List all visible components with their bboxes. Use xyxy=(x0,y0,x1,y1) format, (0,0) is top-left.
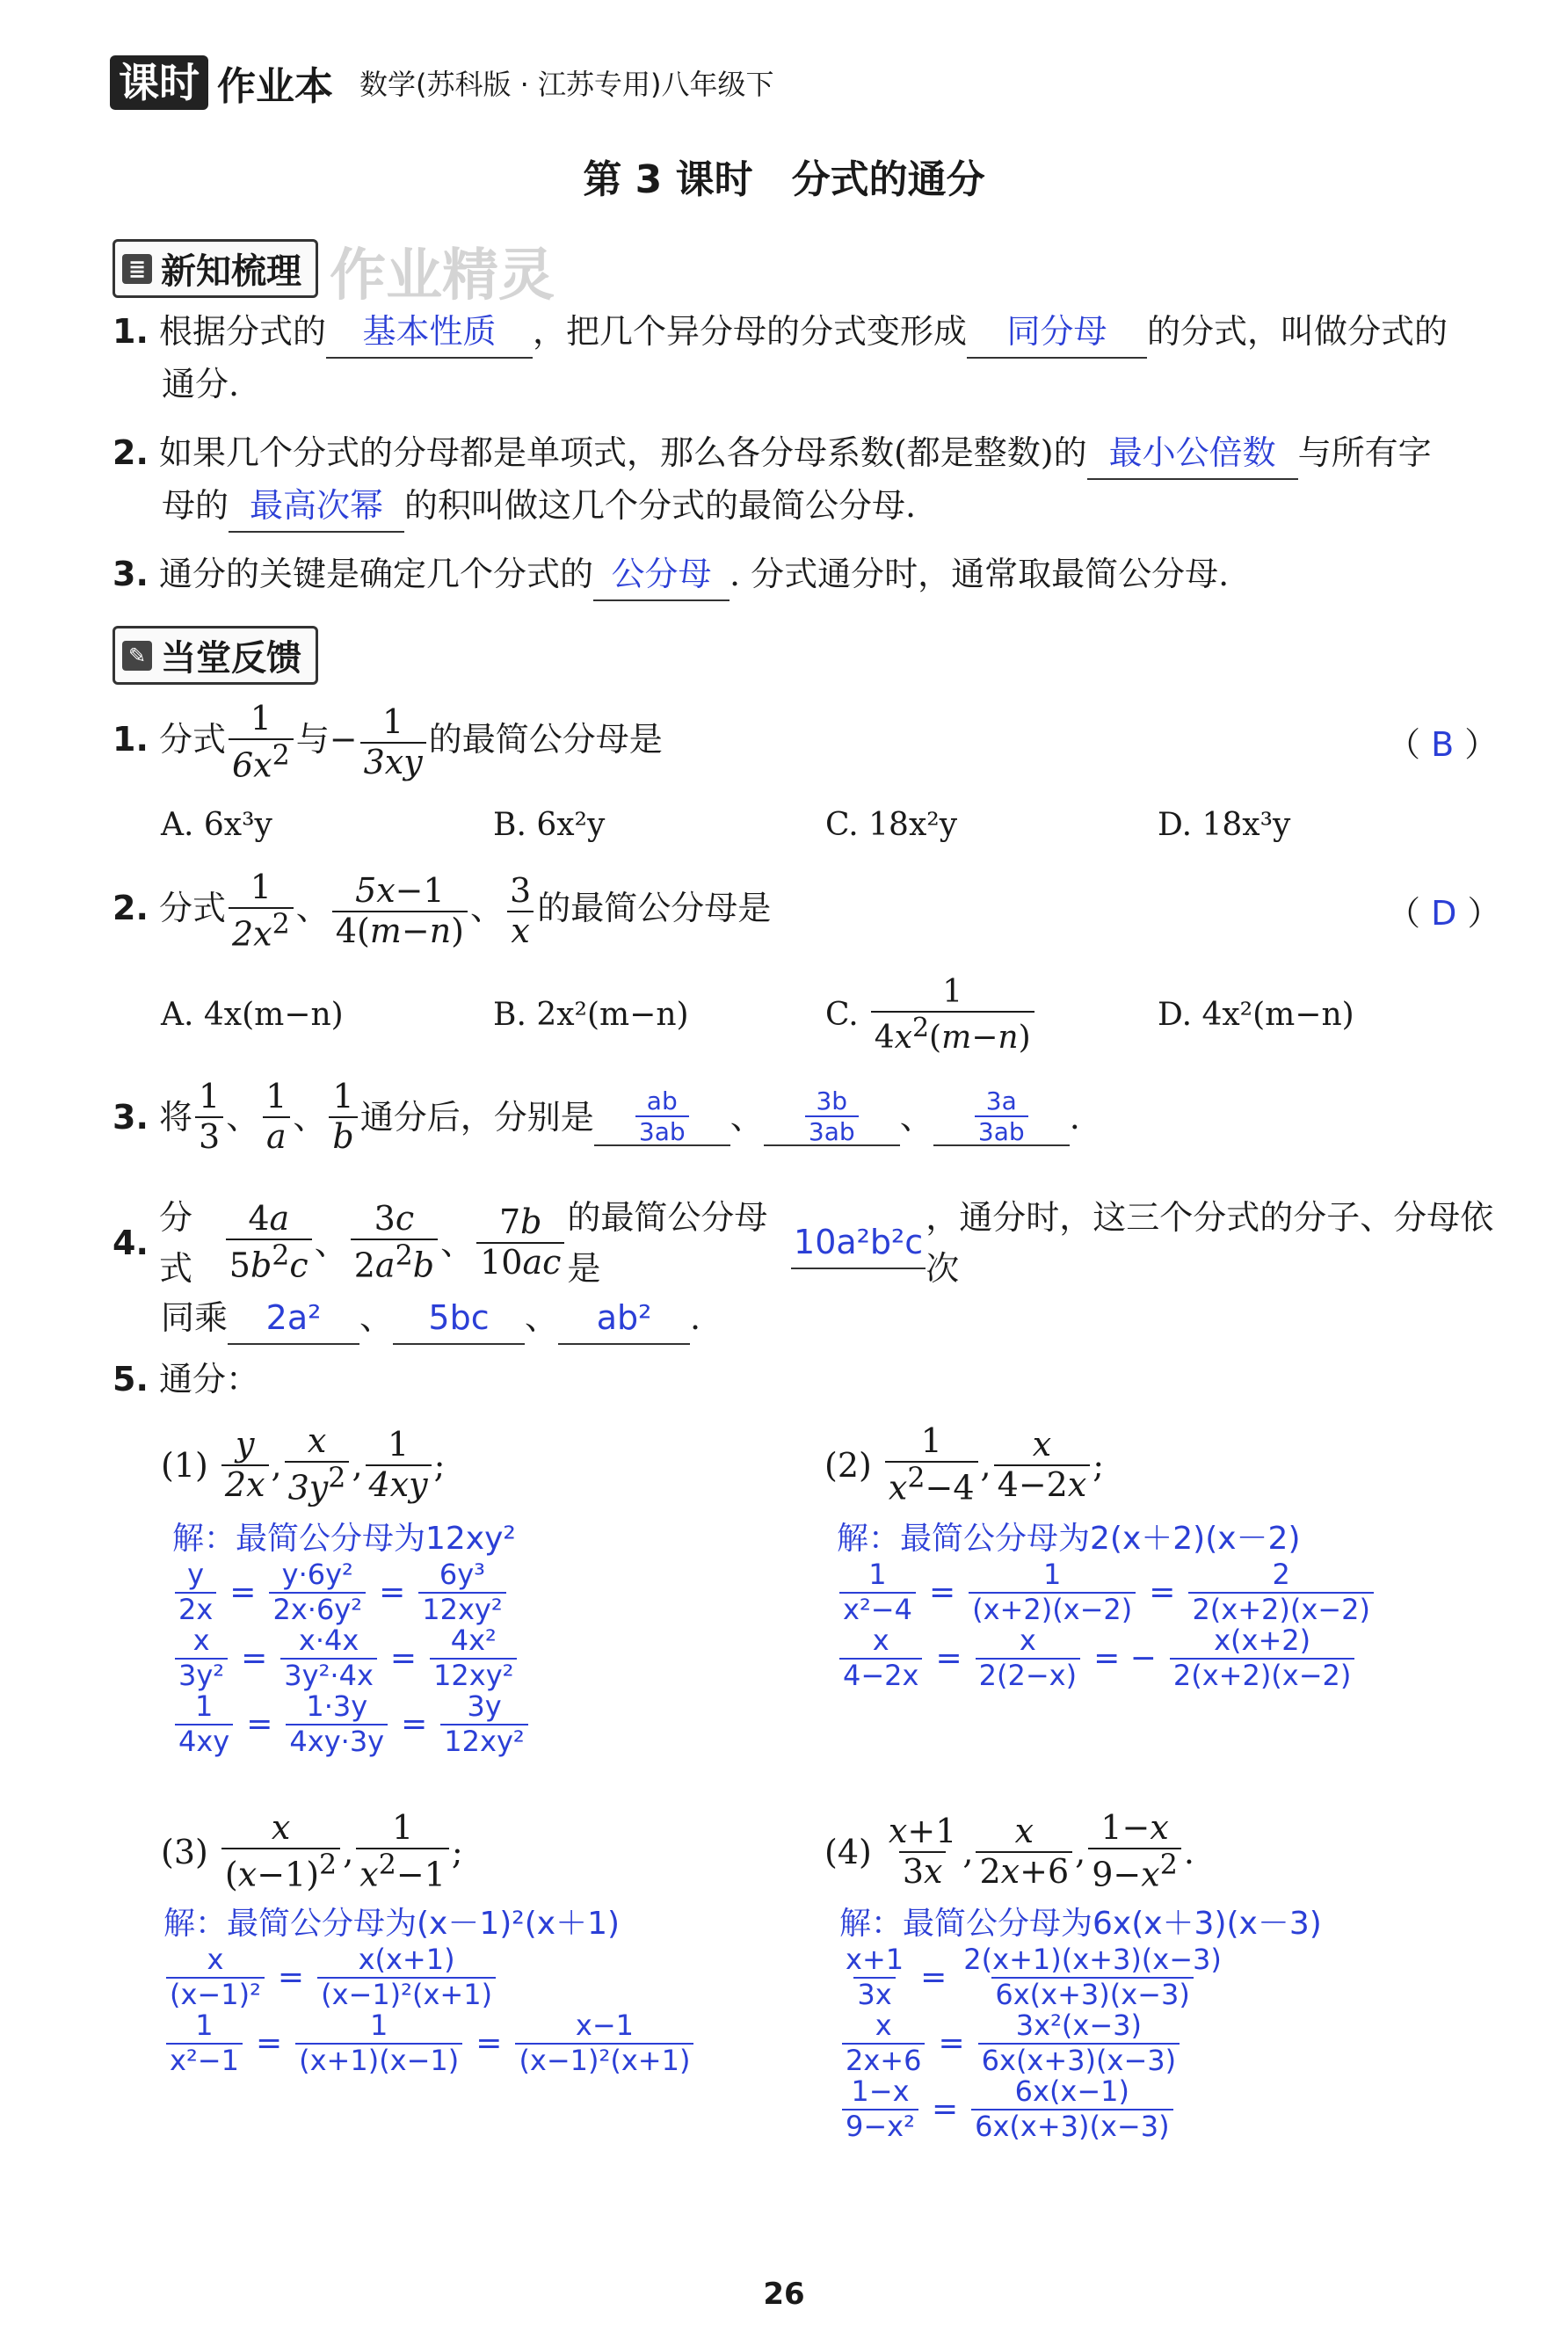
fraction: $\frac{1}{2x^2}$ xyxy=(229,870,294,952)
knowledge-q3 xyxy=(113,548,1501,601)
text: 通分后，分别是 xyxy=(359,1097,594,1137)
section-title: 新知梳理 xyxy=(161,251,301,292)
text: 的最简公分母是 xyxy=(567,1198,768,1288)
fraction: $\frac{x}{4-2x}$ xyxy=(994,1428,1091,1503)
choice-answer: B xyxy=(1431,725,1455,764)
options-q2 xyxy=(161,976,1391,1055)
lesson-title: 第 3 课时 分式的通分 xyxy=(583,157,985,202)
answer-blank: 2a² xyxy=(228,1292,359,1345)
text: . xyxy=(690,1298,701,1337)
q5-part2-solution: 解：最简公分母为2(x＋2)(x－2) $\frac{1}{\text{x²−4}}$ = $\frac{1}{(x+2)(x-2)}$ = $\frac{2}{2(x+2)(x-2)}$ $\frac{x}{4-2x}$ = $\frac{x}{2(2-x)}$ = − $\frac{x(x+2)}{2(x+2)(x-2)}$ xyxy=(837,1514,1376,1692)
q5-part1-prompt: (1) $\frac{y}{2x}$ , $\frac{x}{3y^2}$ , $\frac{1}{4xy}$ ; xyxy=(161,1421,446,1507)
text: . xyxy=(1069,1097,1080,1137)
fraction: $\frac{1}{x^2-4}$ xyxy=(885,1424,978,1506)
solution-heading: 解：最简公分母为2(x＋2)(x－2) xyxy=(837,1521,1301,1557)
q5-part2-prompt: (2) $\frac{1}{x^2-4}$ , $\frac{x}{4-2x}$ ; xyxy=(824,1421,1105,1507)
text: 分式 xyxy=(158,720,226,759)
text: 如果几个分式的分母都是单项式，那么各分母系数(都是整数)的 xyxy=(158,433,1087,472)
header xyxy=(110,54,774,111)
knowledge-q2 xyxy=(113,427,1501,533)
q5-part3-solution: 解：最简公分母为(x－1)²(x＋1) $\frac{x}{\text{(x−1)²}}$ = $\frac{x(x+1)}{\text{(x−1)²(x+1)}}$ $\frac{1}{\text{x²−1}}$ = $\frac{1}{(x+1)(x-1)}$ = $\frac{x-1}{\text{(x−1)²(x+1)}}$ xyxy=(163,1899,696,2077)
option: B. 2x²(m−n) xyxy=(493,997,689,1034)
text: ，把几个异分母的分式变形成 xyxy=(533,312,968,351)
pencil-icon: ✎ xyxy=(122,641,152,671)
answer-blank: 最小公倍数 xyxy=(1087,427,1298,480)
fraction: $\frac{1}{a}$ xyxy=(262,1079,290,1155)
question-number: 1. xyxy=(113,720,149,759)
question-number: 4. xyxy=(113,1224,149,1262)
question-number: 1. xyxy=(113,312,149,351)
text: 通分. xyxy=(162,365,240,403)
options-q1 xyxy=(161,807,1391,843)
page-number: 26 xyxy=(763,2277,805,2312)
fraction: $\frac{7b}{10ac}$ xyxy=(476,1205,564,1281)
fraction: $\frac{5x-1}{4(m-n)}$ xyxy=(332,874,468,949)
option: C. xyxy=(825,997,859,1034)
option: D. 4x²(m−n) xyxy=(1158,997,1354,1034)
question-number: 2. xyxy=(113,433,149,472)
fraction: $\frac{x}{3y^2}$ xyxy=(285,1424,350,1506)
part-label: (4) xyxy=(824,1832,872,1871)
answer-bracket: （ D ） xyxy=(1387,894,1501,933)
question-number: 2. xyxy=(113,889,149,928)
choice-answer: D xyxy=(1431,894,1457,933)
text: 分式 xyxy=(158,889,226,928)
solution-heading: 解：最简公分母为12xy² xyxy=(172,1521,516,1557)
answer-blank: 5bc xyxy=(393,1292,525,1345)
answer-blank: 同分母 xyxy=(967,306,1147,359)
part-label: (2) xyxy=(824,1445,872,1485)
text: 的最简公分母是 xyxy=(537,889,772,928)
section-header-new-knowledge xyxy=(113,239,318,298)
fraction: $\frac{x}{2x+6}$ xyxy=(976,1814,1072,1890)
text: 通分的关键是确定几个分式的 xyxy=(158,555,593,593)
fraction: $\frac{1}{6x^2}$ xyxy=(229,701,294,783)
option: A. 4x(m−n) xyxy=(161,997,344,1034)
answer-blank: $\frac{ab}{3ab}$ xyxy=(594,1088,730,1147)
feedback-q1 xyxy=(113,701,663,783)
text: 通分： xyxy=(158,1360,259,1398)
text: 的积叫做这几个分式的最简公分母. xyxy=(404,486,917,525)
option: B. 6x²y xyxy=(493,807,606,843)
answer-blank: ab² xyxy=(558,1292,690,1345)
text: 母的 xyxy=(162,486,229,525)
fraction: $\frac{3c}{2a^2b}$ xyxy=(351,1202,438,1283)
fraction: $\frac{1}{4x^2(m-n)}$ xyxy=(871,976,1034,1055)
knowledge-q1 xyxy=(113,306,1492,410)
q5-part4-solution: 解：最简公分母为6x(x＋3)(x－3) $\frac{x+1}{3x}$ = $\frac{2(x+1)(x+3)(x-3)}{6x(x+3)(x-3)}$ $\frac{x}{2x+6}$ = $\frac{\text{3x²(x−3)}}{6x(x+3)(x-3)}$ $\frac{1-x}{\text{9−x²}}$ = $\frac{6x(x-1)}{6x(x+3)(x-3)}$ xyxy=(839,1899,1322,2144)
brand-name: 作业本 xyxy=(217,64,333,109)
feedback-q3: 3. 将 $\frac{1}{3}$ 、 $\frac{1}{a}$ 、 $\frac{1}{b}$ 通分后，分别是 $\frac{ab}{3ab}$ 、 $\frac{3b}{3ab}$ 、 $\frac{3a}{3ab}$ . xyxy=(113,1077,1080,1156)
fraction: $\frac{y}{2x}$ xyxy=(221,1428,269,1503)
fraction: $\frac{1}{x^2-1}$ xyxy=(356,1811,449,1892)
text: ，通分时，这三个分式的分子、分母依次 xyxy=(926,1198,1494,1288)
text: 与− xyxy=(295,720,358,759)
logo: 课时 xyxy=(110,55,208,110)
option: C. 18x²y xyxy=(825,807,958,843)
book-icon: ≣ xyxy=(122,254,152,284)
text: 的最简公分母是 xyxy=(428,720,663,759)
text: 分式 xyxy=(158,1198,192,1288)
text: 的分式，叫做分式的 xyxy=(1147,312,1448,351)
watermark: 作业精灵 xyxy=(330,243,555,309)
answer-blank: 基本性质 xyxy=(326,306,533,359)
option: A. 6x³y xyxy=(161,807,272,843)
fraction: $\frac{4a}{5b^2c}$ xyxy=(226,1202,312,1283)
question-number: 5. xyxy=(113,1360,149,1398)
answer-blank: 10a²b²c xyxy=(791,1217,926,1269)
text: 将 xyxy=(158,1097,192,1137)
feedback-q4: 4. 分式 $\frac{4a}{5b^2c}$ 、 $\frac{3c}{2a^2b}$ 、 $\frac{7b}{10ac}$ 的最简公分母是 10a²b²c ，通分时，这三个分式的分子、分母依次 xyxy=(113,1192,1501,1294)
q5-part3-prompt: (3) $\frac{x}{(x-1)^2}$ , $\frac{1}{x^2-1}$ ; xyxy=(161,1808,463,1894)
fraction: $\frac{x+1}{3x}$ xyxy=(888,1811,957,1891)
answer-blank: $\frac{3a}{3ab}$ xyxy=(933,1088,1070,1147)
fraction: $\frac{1}{4xy}$ xyxy=(366,1428,432,1503)
option: D. 18x³y xyxy=(1158,807,1291,843)
text: 同乘 xyxy=(161,1298,229,1337)
fraction: $\frac{x}{(x-1)^2}$ xyxy=(221,1811,340,1892)
section-header-feedback xyxy=(113,626,318,685)
fraction: $\frac{1}{3}$ xyxy=(195,1079,223,1155)
solution-heading: 解：最简公分母为6x(x＋3)(x－3) xyxy=(839,1906,1322,1942)
answer-blank: 公分母 xyxy=(593,548,730,601)
question-number: 3. xyxy=(113,555,149,593)
fraction: $\frac{1}{b}$ xyxy=(329,1079,357,1155)
question-number: 3. xyxy=(113,1097,149,1137)
part-label: (1) xyxy=(161,1445,208,1485)
feedback-q5 xyxy=(113,1354,259,1405)
subject-label: 数学(苏科版 · 江苏专用)八年级下 xyxy=(359,68,774,101)
answer-blank: $\frac{3b}{3ab}$ xyxy=(764,1088,900,1147)
section-title: 当堂反馈 xyxy=(161,638,301,679)
text: 根据分式的 xyxy=(158,312,326,351)
solution-heading: 解：最简公分母为(x－1)²(x＋1) xyxy=(163,1906,621,1942)
part-label: (3) xyxy=(161,1832,208,1871)
answer-bracket: （ B ） xyxy=(1387,725,1499,764)
feedback-q4-line2: 同乘 2a² 、 5bc 、 ab² . xyxy=(161,1292,701,1345)
fraction: $\frac{1}{3xy}$ xyxy=(360,705,426,781)
q5-part1-solution: 解：最简公分母为12xy² $\frac{y}{2x}$ = $\frac{\text{y·6y²}}{\text{2x·6y²}}$ = $\frac{\text{6y³}}{\text{12xy²}}$ $\frac{x}{\text{3y²}}$ = $\frac{x\cdot 4x}{\text{3y²·4x}}$ = $\frac{\text{4x²}}{\text{12xy²}}$ $\frac{1}{4xy}$ = $\frac{1\cdot 3y}{4xy\cdot 3y}$ = $\frac{3y}{\text{12xy²}}$ xyxy=(172,1514,531,1759)
text: . 分式通分时，通常取最简公分母. xyxy=(730,555,1230,593)
fraction: $\frac{1-x}{9-x^2}$ xyxy=(1088,1811,1181,1892)
answer-blank: 最高次幂 xyxy=(229,480,404,533)
feedback-q2: 2. 分式 $\frac{1}{2x^2}$ 、 $\frac{5x-1}{4(m-n)}$ 、 $\frac{3}{x}$ 的最简公分母是 xyxy=(113,868,772,954)
q5-part4-prompt: (4) $\frac{x+1}{3x}$ , $\frac{x}{2x+6}$ , $\frac{1-x}{9-x^2}$ . xyxy=(824,1808,1194,1894)
text: 与所有字 xyxy=(1297,433,1432,472)
fraction: $\frac{3}{x}$ xyxy=(506,874,534,949)
